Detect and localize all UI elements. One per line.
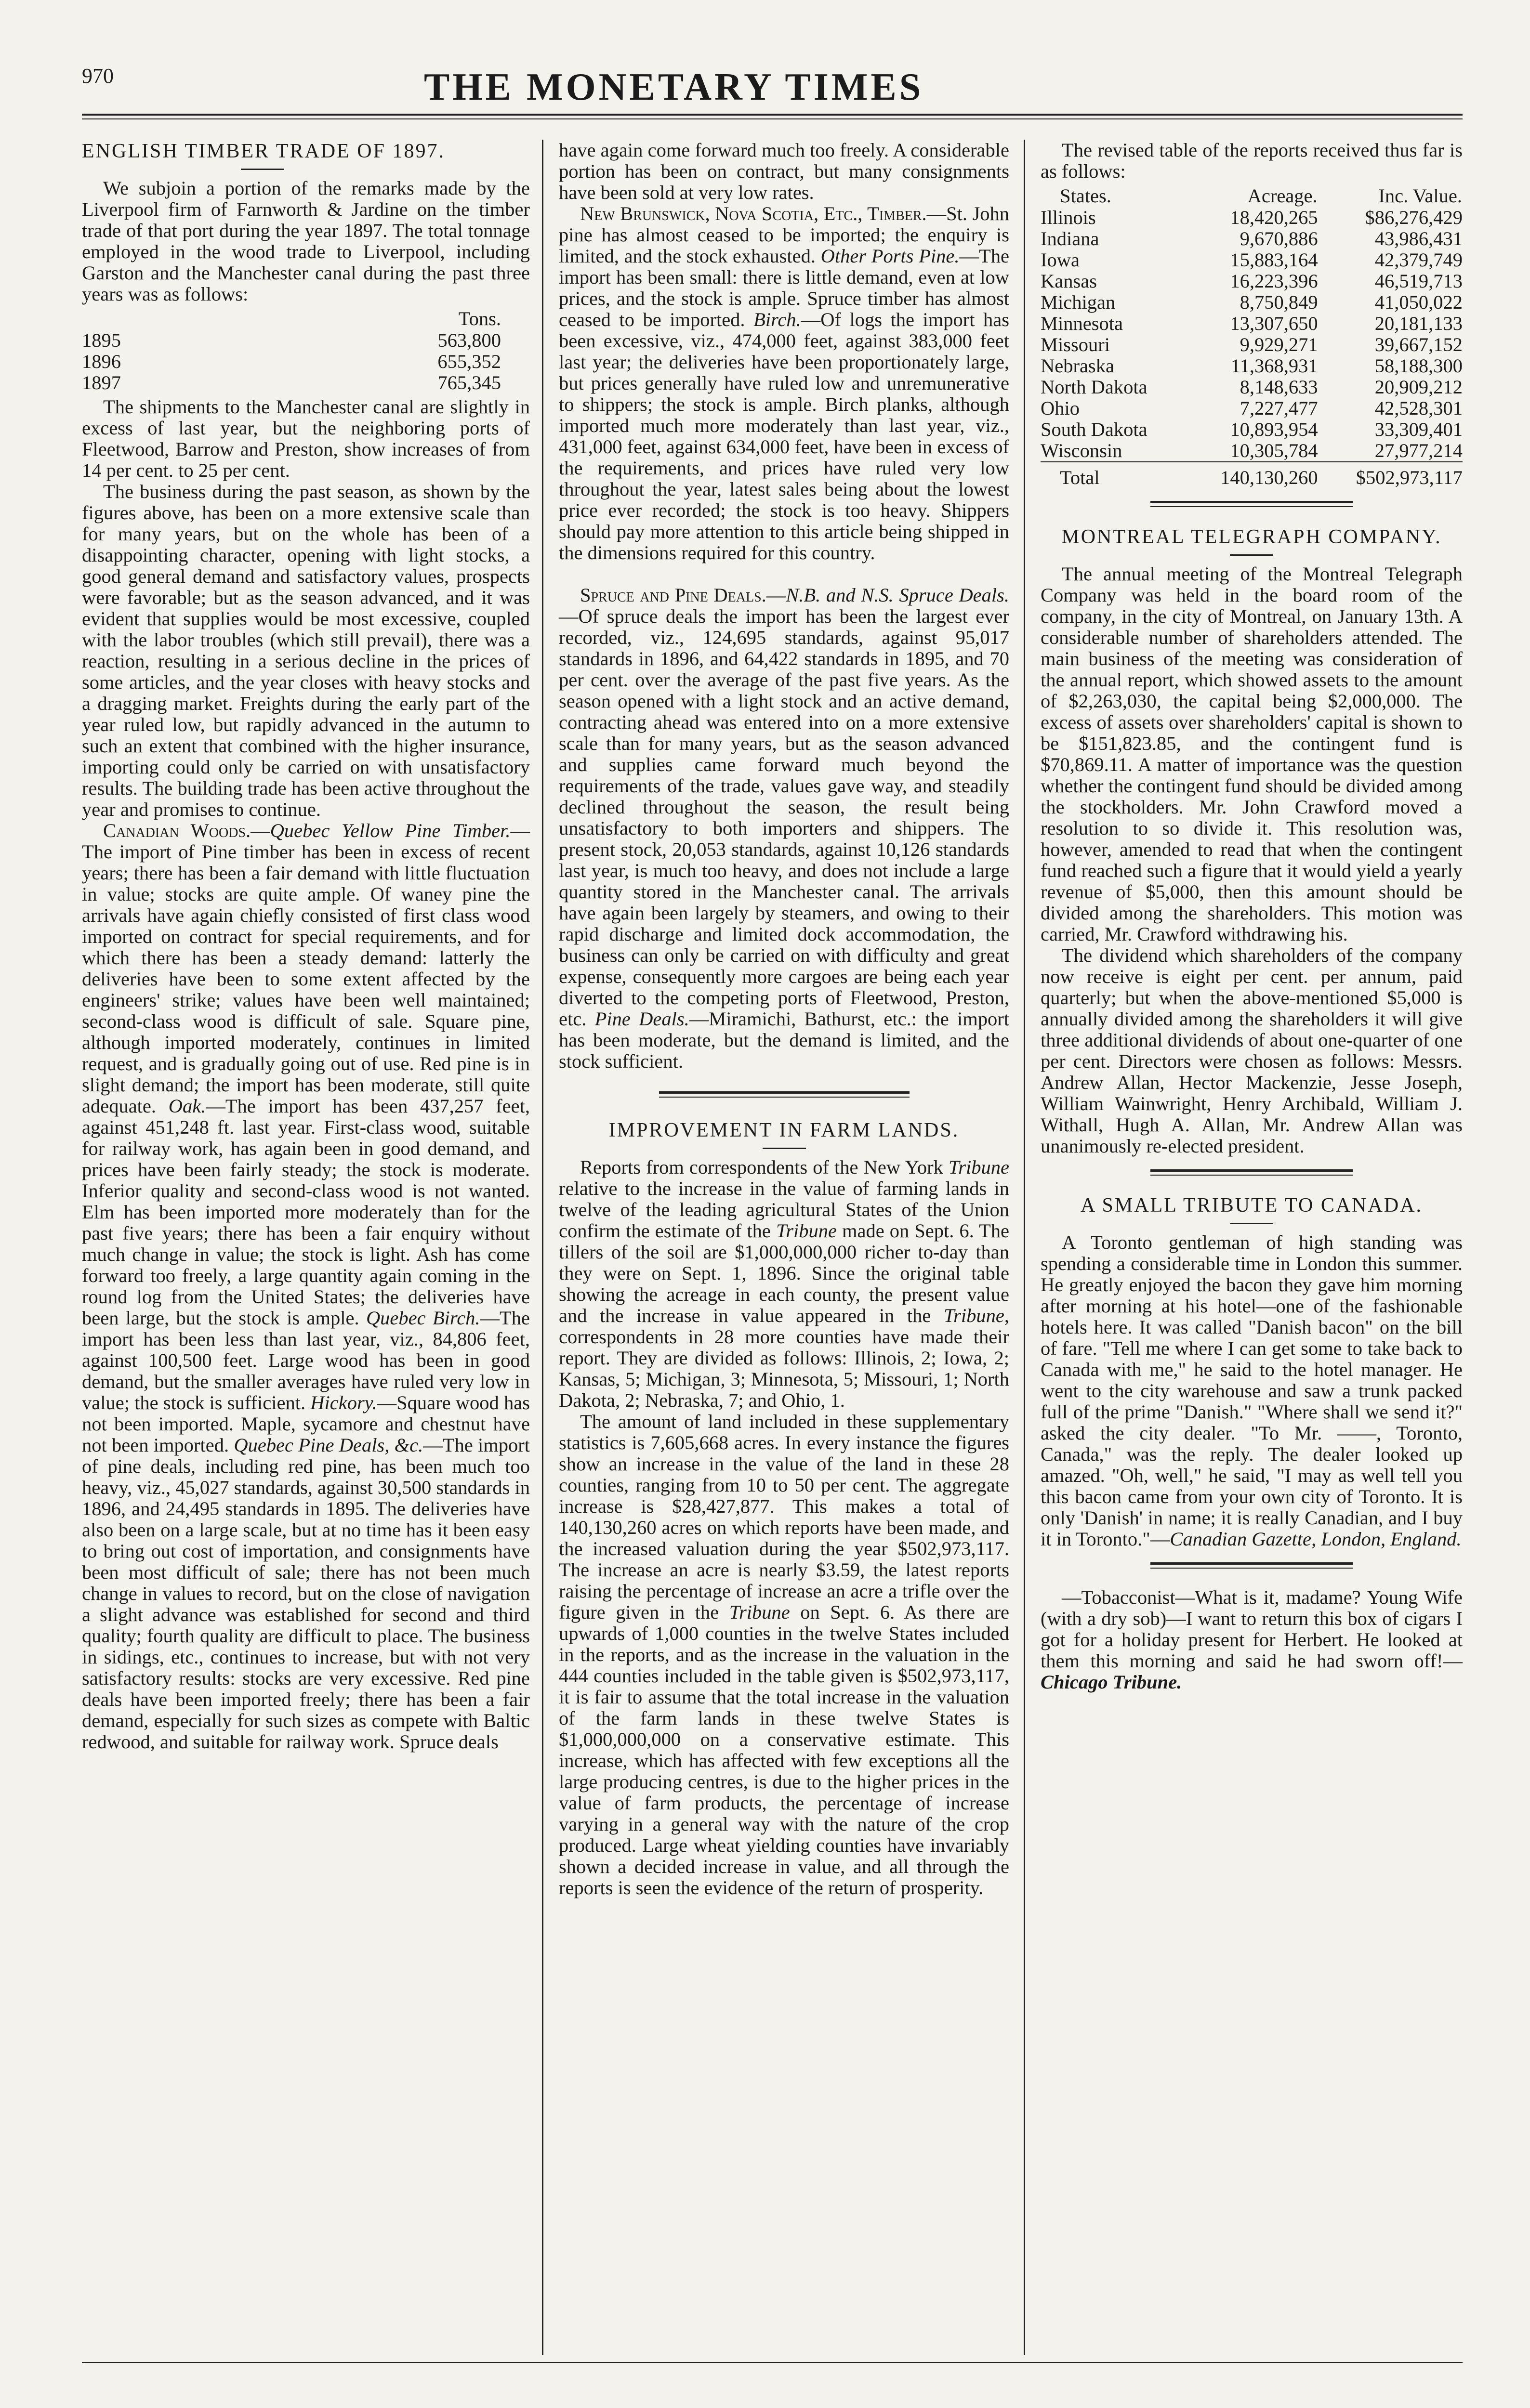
farm-paragraph-3: The revised table of the reports received thus far is as follows: <box>1041 139 1463 182</box>
title-rule <box>1230 554 1273 556</box>
column-1 <box>82 140 530 1753</box>
table-row: South Dakota 10,893,954 33,309,401 <box>1041 419 1463 440</box>
section-divider <box>659 1091 910 1098</box>
table-row: Nebraska 11,368,931 58,188,300 <box>1041 355 1463 377</box>
article-title-tribute: A SMALL TRIBUTE TO CANADA. <box>1081 1194 1423 1217</box>
column-2 <box>559 140 1009 1898</box>
table-row: Indiana 9,670,886 43,986,431 <box>1041 228 1463 249</box>
column-divider-2 <box>1024 140 1025 2355</box>
table-header-row: States. Acreage. Inc. Value. <box>1060 185 1462 207</box>
masthead-title: THE MONETARY TIMES <box>424 66 924 108</box>
table-row: Kansas 16,223,396 46,519,713 <box>1041 270 1463 292</box>
header-rule-thin <box>82 118 1463 119</box>
article-title-telegraph: MONTREAL TELEGRAPH COMPANY. <box>1061 526 1442 548</box>
title-rule <box>241 169 284 170</box>
section-divider <box>1150 1169 1353 1176</box>
tonnage-row: 1895 563,800 <box>82 329 501 351</box>
footer-rule <box>82 2362 1463 2363</box>
timber-continued-paragraph: have again come forward much too freely. A considerable portion has been on contract, but many consignments have been sold at very low rates. <box>559 139 1009 203</box>
tonnage-table <box>82 308 530 393</box>
timber-business-paragraph: The business during the past season, as shown by the figures above, has been on a more extensive scale than for many years, but on the whole has been of a disappointing character, opening with light stocks, a good general demand and satisfactory values, prospects were favorable; but as the season advanced, and it was evident that supplies would be most excessive, coupled with the labor troubles (which still prevail), there was a reaction, resulting in a serious decline in the prices of some articles, and the year closes with heavy stocks and a dragging market. Freights during the early part of the year ruled low, but rapidly advanced in the autumn to such an extent that combined with the higher insurance, importing could only be carried on with unsatisfactory results. The building trade has been active throughout the year and promises to continue. <box>82 481 530 820</box>
canadian-woods-paragraph: Canadian Woods.—Quebec Yellow Pine Timber.—The import of Pine timber has been in excess of recent years; there has been a fair demand with little fluctuation in value; stocks are quite ample. Of waney pine the arrivals have again chiefly consisted of first class wood imported on contract for special requirements, and for which there has been a steady demand: latterly the deliveries have been to some extent affected by the engineers' strike; values have been well maintained; second-class wood is difficult of sale. Square pine, although imported moderately, continues in limited request, and is gradually going out of use. Red pine is in slight demand; the import has been moderate, still quite adequate. Oak.—The import has been 437,257 feet, against 451,248 ft. last year. First-class wood, suitable for railway work, has again been in good demand, and prices have been fairly steady; the stock is moderate. Inferior quality and second-class wood is not wanted. Elm has been imported more moderately than for the past five years; there has been a fair enquiry without much change in value; the stock is light. Ash has come forward too freely, a large quantity again coming in the round log from the United States; the deliveries have been large, but the stock is ample. Quebec Birch.—The import has been less than last year, viz., 84,806 feet, against 100,500 feet. Large wood has been in good demand, but the smaller averages have ruled very low in value; the stock is sufficient. Hickory.—Square wood has not been imported. Maple, sycamore and chestnut have not been imported. Quebec Pine Deals, &c.—The import of pine deals, including red pine, has been much too heavy, viz., 45,027 standards, against 30,500 standards in 1896, and 24,495 standards in 1895. The deliveries have also been on a large scale, but at no time has it been easy to bring out cost of importation, and consignments have been most difficult of sale; there has not been much change in values to record, but on the close of navigation a slight advance was established for second and third quality; fourth quality are difficult to place. The business in sidings, etc., continues to increase, but with not very satisfactory results: stocks are very excessive. Red pine deals have been imported freely; there has been a fair demand, especially for such sizes as compete with Baltic redwood, and suitable for railway work. Spruce deals <box>82 820 530 1753</box>
table-row: Ohio 7,227,477 42,528,301 <box>1041 397 1463 419</box>
column-divider-1 <box>542 140 543 2355</box>
farm-paragraph-2: The amount of land included in these supplementary statistics is 7,605,668 acres. In every instance the figures show an increase in the value of the land in these 28 counties, ranging from 10 to 50 per cent. The aggregate increase is $28,427,877. This makes a total of 140,130,260 acres on which reports have been made, and the increased valuation during the year $502,973,117. The increase an acre is nearly $3.59, the latest reports raising the percentage of increase an acre a trifle over the figure given in the Tribune on Sept. 6. As there are upwards of 1,000 counties in the twelve States included in the reports, and as the increase in the valuation in the 444 counties included in the table given is $502,973,117, it is fair to assume that the total increase in the valuation of the farm lands in these twelve States is $1,000,000,000 on a conservative estimate. This increase, which has affected with few exceptions all the large producing centres, is due to the higher prices in the value of farm products, the percentage of increase varying in a general way with the nature of the crop produced. Large wheat yielding counties have invariably shown a decided increase in value, and all through the reports is seen the evidence of the return of prosperity. <box>559 1411 1009 1898</box>
telegraph-paragraph-1: The annual meeting of the Montreal Telegraph Company was held in the board room of the company, in the city of Montreal, on January 13th. A considerable number of shareholders attended. The main business of the meeting was consideration of the annual report, which showed assets to the amount of $2,263,030, the capital being $2,000,000. The excess of assets over shareholders' capital is shown to be $151,823.85, and the contingent fund is $70,869.11. A matter of importance was the question whether the contingent fund should be divided among the stockholders. Mr. John Crawford moved a resolution to so divide it. This resolution was, however, amended to read that when the contingent fund reached such a figure that it would yield a yearly revenue of $5,000, then this amount should be divided among the shareholders. This motion was carried, Mr. Crawford withdrawing his. <box>1041 563 1463 945</box>
tonnage-row: 1896 655,352 <box>82 351 501 372</box>
article-title-timber: ENGLISH TIMBER TRADE OF 1897. <box>82 140 445 162</box>
spruce-deals-paragraph: Spruce and Pine Deals.—N.B. and N.S. Spruce Deals.—Of spruce deals the import has been the largest ever recorded, viz., 124,695 standards, against 95,017 standards in 1896, and 64,422 standards in 1895, and 70 per cent. over the average of the past five years. As the season opened with a light stock and an active demand, contracting ahead was entered into on a more extensive scale than for many years, but as the season advanced and supplies came forward much beyond the requirements of the trade, values gave way, and steadily declined throughout the season, the result being unsatisfactory to both importers and shippers. The present stock, 20,053 standards, against 10,126 standards last year, is much too heavy, and does not include a large quantity stored in the Manchester canal. The arrivals have again been largely by steamers, and owing to their rapid discharge and limited dock accommodation, the business can only be carried on with difficulty and great expense, consequently more cargoes are being each year diverted to the competing ports of Fleetwood, Preston, etc. Pine Deals.—Miramichi, Bathurst, etc.: the import has been moderate, but the demand is limited, and the stock sufficient. <box>559 584 1010 1072</box>
column-3 <box>1041 140 1463 1693</box>
telegraph-paragraph-2: The dividend which shareholders of the company now receive is eight per cent. per annum, paid quarterly; but when the above-mentioned $5,000 is annually divided among the shareholders it will give three additional dividends of about one-quarter of one per cent. Directors were chosen as follows: Messrs. Andrew Allan, Hector Mackenzie, Jesse Joseph, William Wainwright, Henry Archibald, William J. Withall, Hugh A. Allan, Mr. Andrew Allan was unanimously re-elected president. <box>1041 944 1463 1157</box>
table-row: Illinois 18,420,265 $86,276,429 <box>1041 207 1463 228</box>
page-number: 970 <box>82 64 114 88</box>
table-row: Michigan 8,750,849 41,050,022 <box>1041 291 1463 313</box>
table-row: Wisconsin 10,305,784 27,977,214 <box>1041 440 1463 461</box>
table-row: North Dakota 8,148,633 20,909,212 <box>1041 376 1463 398</box>
tonnage-header: Tons. <box>458 308 501 329</box>
section-divider <box>1150 1562 1353 1569</box>
section-divider <box>1150 501 1353 507</box>
tribute-paragraph: A Toronto gentleman of high standing was spending a considerable time in London this summer. He greatly enjoyed the bacon they gave him morning after morning at his hotel—one of the fashionable hotels here. It was called "Danish bacon" on the bill of fare. "Tell me where I can get some to take back to Canada with me," he said to the hotel manager. He went to the city warehouse and saw a trunk packed full of the prime "Danish." "Where shall we send it?" asked the city dealer. "To Mr. ——, Toronto, Canada," was the reply. The dealer looked up amazed. "Oh, well," he said, "I may as well tell you this bacon came from your own city of Toronto. It is only 'Danish' in name; it is really Canadian, and I buy it in Toronto."—Canadian Gazette, London, England. <box>1041 1231 1463 1550</box>
timber-shipments-paragraph: The shipments to the Manchester canal are slightly in excess of last year, but the neighboring ports of Fleetwood, Barrow and Preston, show increases of from 14 per cent. to 25 per cent. <box>82 396 530 481</box>
table-row: Iowa 15,883,164 42,379,749 <box>1041 249 1463 271</box>
joke-paragraph: —Tobacconist—What is it, madame? Young Wife (with a dry sob)—I want to return this box of cigars I got for a holiday present for Herbert. He looked at them this morning and said he had sworn off!—Chicago Tribune. <box>1041 1586 1463 1693</box>
table-row: Minnesota 13,307,650 20,181,133 <box>1041 313 1463 334</box>
title-rule <box>1230 1223 1273 1224</box>
farm-values-table <box>1041 185 1463 488</box>
title-rule <box>763 1148 806 1149</box>
table-row: Missouri 9,929,271 39,667,152 <box>1041 334 1463 355</box>
article-title-farm: IMPROVEMENT IN FARM LANDS. <box>608 1119 960 1141</box>
header-rule <box>82 114 1463 116</box>
table-total-row: Total 140,130,260 $502,973,117 <box>1041 462 1463 488</box>
new-brunswick-paragraph: New Brunswick, Nova Scotia, Etc., Timber.—St. John pine has almost ceased to be imported; the enquiry is limited, and the stock exhausted. Other Ports Pine.—The import has been small: there is little demand, even at low prices, and the stock is ample. Spruce timber has almost ceased to be imported. Birch.—Of logs the import has been excessive, viz., 474,000 feet, against 383,000 feet last year; the deliveries have been proportionately large, but prices generally have ruled low and unremunerative to shippers; the stock is ample. Birch planks, although imported much more moderately than last year, viz., 431,000 feet, against 634,000 feet, have been in excess of the requirements, and prices have ruled very low throughout the year, latest sales being about the lowest price ever recorded; the stock is too heavy. Shippers should pay more attention to this article being shipped in the dimensions required for this country. <box>559 203 1010 563</box>
tonnage-row: 1897 765,345 <box>82 372 501 393</box>
timber-intro: We subjoin a portion of the remarks made by the Liverpool firm of Farnworth & Jardine on the timber trade of that port during the year 1897. The total tonnage employed in the wood trade to Liverpool, including Garston and the Manchester canal during the past three years was as follows: <box>82 177 530 305</box>
farm-paragraph-1: Reports from correspondents of the New York Tribune relative to the increase in the value of farming lands in twelve of the leading agricultural States of the Union confirm the estimate of the Tribune made on Sept. 6. The tillers of the soil are $1,000,000,000 richer to-day than they were on Sept. 1, 1896. Since the original table showing the acreage in each county, the present value and the increase in value appeared in the Tribune, correspondents in 28 more counties have made their report. They are divided as follows: Illinois, 2; Iowa, 2; Kansas, 5; Michigan, 3; Minnesota, 5; Missouri, 1; North Dakota, 2; Nebraska, 7; and Ohio, 1. <box>559 1156 1009 1411</box>
